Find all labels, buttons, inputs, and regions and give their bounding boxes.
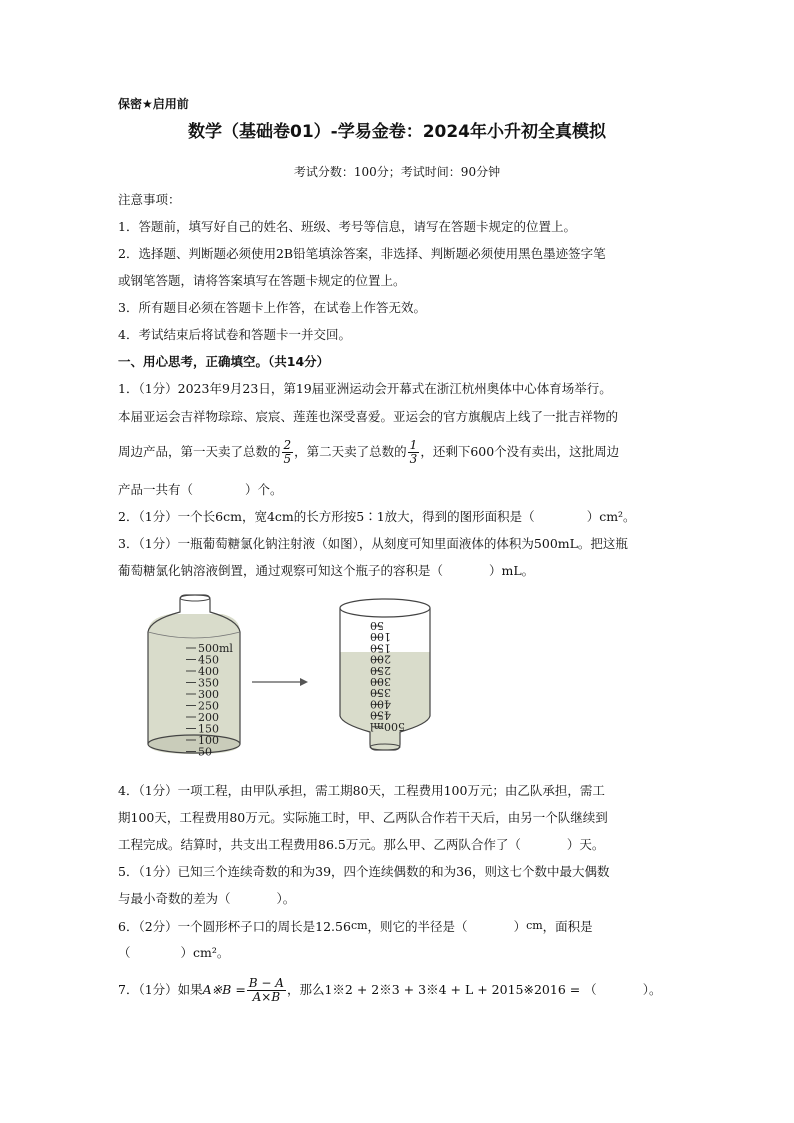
- scale-label: 250: [198, 699, 219, 713]
- scale-label: 200: [198, 711, 219, 724]
- q7-text: 7．（1分）如果: [118, 982, 203, 997]
- note-item-2: 2．选择题、判断题必须使用2B铅笔填涂答案，非选择、判断题必须使用黑色墨迹签字笔: [118, 246, 606, 261]
- q4-line3: [118, 837, 604, 853]
- q1-line1: 1．（1分）2023年9月23日，第19届亚洲运动会开幕式在浙江杭州奥体中心体育场举行。: [118, 381, 612, 396]
- q6-line2: [118, 945, 229, 961]
- q7-frac-den: A×B: [252, 990, 281, 1004]
- q3-text: 葡萄糖氯化钠溶液倒置，通过观察可知这个瓶子的容积是（: [118, 563, 444, 578]
- q1-answer-suffix: ）个。: [245, 482, 283, 497]
- q1-text-c: ，还剩下600个没有卖出，这批周边: [420, 444, 620, 459]
- q1-line3: [118, 438, 619, 466]
- scale-label: 100: [370, 630, 391, 644]
- q5-line1: 5．（1分）已知三个连续奇数的和为39，四个连续偶数的和为36，则这七个数中最大偶数: [118, 864, 610, 879]
- q1-line4: [118, 482, 283, 498]
- q2-suffix: ）cm²。: [586, 509, 636, 524]
- note-item-1: 1．答题前，填写好自己的姓名、班级、考号等信息，请写在答题卡规定的位置上。: [118, 219, 576, 234]
- q6-line1: [118, 918, 593, 935]
- inverted-bottle: [340, 599, 430, 750]
- confidential-label: 保密★启用前: [118, 97, 189, 111]
- q1-answer-prefix: 产品一共有（: [118, 482, 194, 497]
- q7-series: ，那么1※2 + 2※3 + 3※4 + L + 2015※2016 = （: [286, 982, 597, 997]
- scale-label: 150: [370, 641, 391, 655]
- q3-line1: 3．（1分）一瓶葡萄糖氯化钠注射液（如图），从刻度可知里面液体的体积为500mL。把这瓶: [118, 536, 628, 551]
- q5-line2: [118, 891, 295, 907]
- q4-line2: 期100天，工程费用80万元。实际施工时，甲、乙两队合作若干天后，由另一个队继续到: [118, 810, 608, 825]
- q1-frac2-num: 1: [409, 438, 418, 452]
- scale-label: 200: [370, 652, 391, 666]
- q4-suffix: ）天。: [566, 837, 605, 852]
- q6-text-c: ）: [513, 919, 527, 934]
- q2-line: [118, 509, 636, 525]
- note-item-2-cont: 或钢笔答题，请将答案填写在答题卡规定的位置上。: [118, 273, 406, 288]
- exam-info: 考试分数：100分；考试时间：90分钟: [293, 165, 501, 179]
- q7-line: [118, 976, 661, 1004]
- scale-label: 500ml: [198, 642, 233, 655]
- scale-label: 350: [198, 676, 219, 690]
- note-item-3: 3．所有题目必须在答题卡上作答，在试卷上作答无效。: [118, 300, 426, 315]
- scale-label: 100: [198, 734, 219, 747]
- q2-text: 2．（1分）一个长6cm，宽4cm的长方形按5∶1放大，得到的图形面积是（: [118, 509, 535, 524]
- notes-heading: 注意事项：: [118, 192, 181, 207]
- scale-label: 350: [370, 686, 391, 700]
- q3-line2: [118, 563, 534, 579]
- q6-text-d: ，面积是: [542, 919, 593, 934]
- q6-unit-1: cm: [350, 919, 368, 932]
- bottle-figure: [140, 592, 600, 772]
- q5-text: 与最小奇数的差为（: [118, 891, 231, 906]
- scale-label: 400: [198, 665, 219, 678]
- q1-fraction-2: [408, 439, 420, 466]
- q1-frac1-den: 5: [283, 452, 292, 466]
- section-heading: 一、用心思考，正确填空。（共14分）: [118, 354, 330, 369]
- scale-label: 300: [198, 688, 219, 701]
- scale-label: 50: [370, 619, 384, 632]
- q7-expression: A※B =: [202, 982, 246, 997]
- upright-bottle: [148, 595, 240, 759]
- q1-frac2-den: 3: [409, 452, 418, 466]
- q1-text-b: ，第二天卖了总数的: [294, 444, 407, 459]
- q4-line1: 4．（1分）一项工程，由甲队承担，需工期80天，工程费用100万元；由乙队承担，需工: [118, 783, 605, 798]
- invert-arrow: [252, 678, 308, 686]
- scale-label: 150: [198, 722, 219, 736]
- q1-fraction-1: [282, 439, 294, 466]
- scale-label: 450: [370, 708, 391, 722]
- q5-suffix: ）。: [276, 891, 296, 906]
- q6-area-suffix: ）cm²。: [180, 945, 230, 960]
- q6-text: 6．（2分）一个圆形杯子口的周长是12.56: [118, 919, 351, 934]
- scale-label: 50: [198, 745, 212, 759]
- q1-line2: 本届亚运会吉祥物琮琮、宸宸、莲莲也深受喜爱。亚运会的官方旗舰店上线了一批吉祥物的: [118, 409, 619, 424]
- q4-text: 工程完成。结算时，共支出工程费用86.5万元。那么甲、乙两队合作了（: [118, 837, 521, 852]
- q6-area-prefix: （: [118, 945, 131, 960]
- scale-label: 250: [370, 663, 391, 677]
- scale-label: 450: [198, 653, 219, 667]
- page-title: 数学（基础卷01）-学易金卷：2024年小升初全真模拟: [187, 122, 607, 142]
- scale-label: 500ml: [370, 719, 405, 733]
- q6-text-b: ，则它的半径是（: [367, 919, 468, 934]
- q1-frac1-num: 2: [283, 438, 292, 452]
- q3-suffix: ）mL。: [489, 563, 535, 578]
- q1-text-a: 周边产品，第一天卖了总数的: [118, 444, 281, 459]
- q7-suffix: ）。: [642, 982, 662, 997]
- q6-unit-2: cm: [526, 919, 543, 932]
- note-item-4: 4．考试结束后将试卷和答题卡一并交回。: [118, 327, 351, 342]
- scale-label: 400: [370, 697, 391, 711]
- q7-fraction: [247, 977, 286, 1004]
- scale-label: 300: [370, 675, 391, 688]
- q7-frac-num: B − A: [248, 976, 284, 990]
